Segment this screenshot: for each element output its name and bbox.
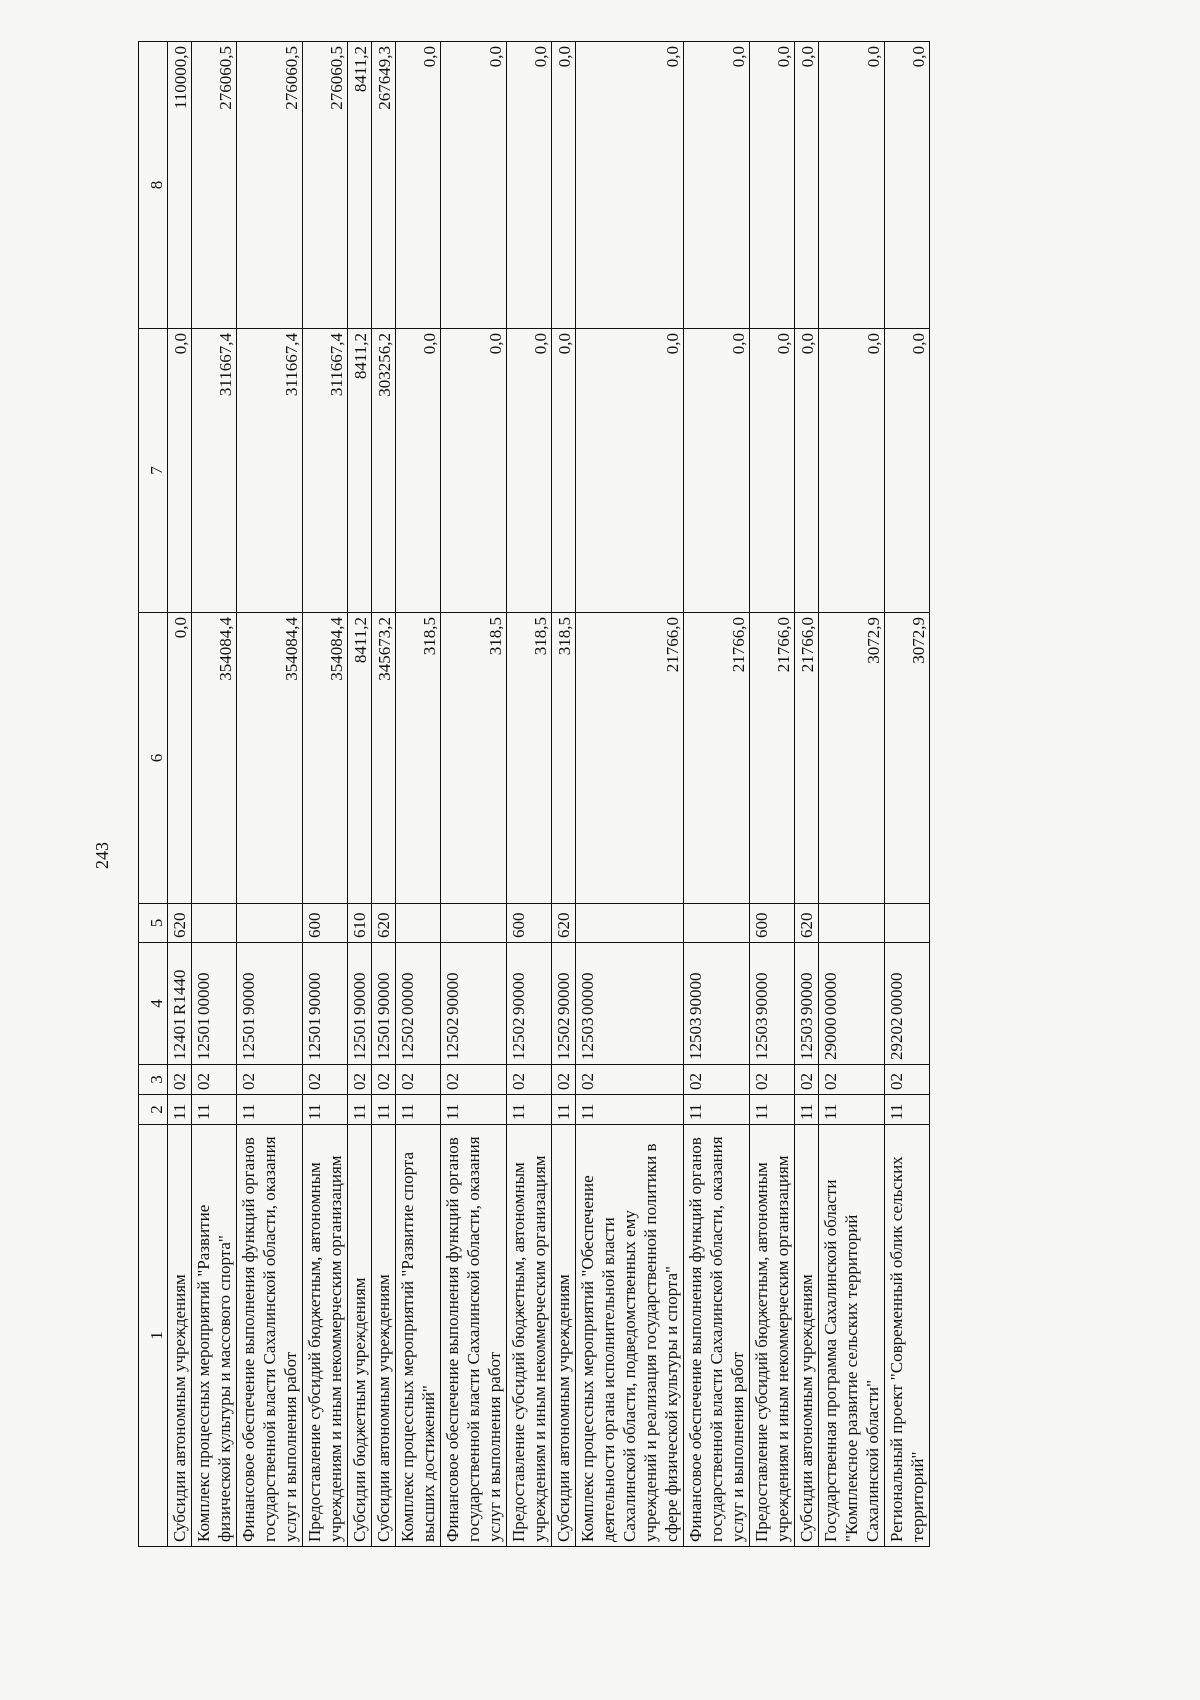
table-row — [684, 42, 750, 1547]
amount-2024-cell: 354084,4 — [303, 613, 348, 904]
subsection-code-cell: 02 — [192, 1065, 237, 1095]
target-article-cell — [552, 943, 576, 1065]
amount-2024-cell: 318,5 — [507, 613, 552, 904]
column-header: 8 — [139, 42, 168, 329]
target-article-direction-code: 90000 — [350, 972, 369, 1015]
expense-type-cell — [885, 904, 930, 943]
expense-type-cell: 620 — [168, 904, 192, 943]
amount-2025-cell: 0,0 — [795, 329, 819, 613]
row-name-cell: Предоставление субсидий бюджетным, автономным учреждениям и иным некоммерческим организациям — [303, 1125, 348, 1547]
amount-2025-cell: 311667,4 — [303, 329, 348, 613]
amount-2025-cell: 0,0 — [684, 329, 750, 613]
table-body — [168, 42, 930, 1547]
amount-2025-cell: 0,0 — [750, 329, 795, 613]
row-name-cell: Субсидии автономным учреждениям — [795, 1125, 819, 1547]
section-code-cell: 11 — [795, 1095, 819, 1125]
amount-2024-cell: 21766,0 — [795, 613, 819, 904]
target-article-cell — [192, 943, 237, 1065]
table-row — [885, 42, 930, 1547]
amount-2024-cell: 21766,0 — [684, 613, 750, 904]
target-article-cell — [507, 943, 552, 1065]
amount-2026-cell: 0,0 — [396, 42, 441, 329]
column-header: 2 — [139, 1095, 168, 1125]
amount-2024-cell: 318,5 — [441, 613, 507, 904]
amount-2026-cell: 0,0 — [819, 42, 885, 329]
row-name-cell: Комплекс процессных мероприятий "Развитие физической культуры и массового спорта" — [192, 1125, 237, 1547]
row-name-cell: Финансовое обеспечение выполнения функций органов государственной власти Сахалинской области, оказания услуг и выполнения работ — [237, 1125, 303, 1547]
target-article-direction-code: 90000 — [443, 972, 462, 1015]
row-name-cell: Субсидии автономным учреждениям — [372, 1125, 396, 1547]
amount-2024-cell: 8411,2 — [348, 613, 372, 904]
amount-2025-cell: 0,0 — [441, 329, 507, 613]
subsection-code-cell: 02 — [885, 1065, 930, 1095]
target-article-cell — [168, 943, 192, 1065]
expense-type-cell: 600 — [750, 904, 795, 943]
target-article-direction-code: 00000 — [398, 972, 417, 1015]
target-article-program-code: 12502 — [443, 1017, 462, 1060]
section-code-cell: 11 — [168, 1095, 192, 1125]
expense-type-cell — [192, 904, 237, 943]
column-header: 7 — [139, 329, 168, 613]
amount-2025-cell: 0,0 — [168, 329, 192, 613]
expense-type-cell — [237, 904, 303, 943]
expense-type-cell — [441, 904, 507, 943]
subsection-code-cell: 02 — [552, 1065, 576, 1095]
expense-type-cell: 620 — [372, 904, 396, 943]
target-article-direction-code: 00000 — [821, 972, 840, 1015]
expense-type-cell: 620 — [552, 904, 576, 943]
target-article-program-code: 12503 — [578, 1017, 597, 1060]
section-code-cell: 11 — [237, 1095, 303, 1125]
row-name-cell: Предоставление субсидий бюджетным, автономным учреждениям и иным некоммерческим организациям — [750, 1125, 795, 1547]
table-row — [303, 42, 348, 1547]
amount-2025-cell: 311667,4 — [192, 329, 237, 613]
target-article-cell — [684, 943, 750, 1065]
expense-type-cell — [396, 904, 441, 943]
amount-2024-cell: 318,5 — [552, 613, 576, 904]
target-article-direction-code: 90000 — [752, 972, 771, 1015]
amount-2024-cell: 21766,0 — [576, 613, 684, 904]
table-row — [795, 42, 819, 1547]
amount-2026-cell: 276060,5 — [192, 42, 237, 329]
row-name-cell: Предоставление субсидий бюджетным, автономным учреждениям и иным некоммерческим организациям — [507, 1125, 552, 1547]
amount-2024-cell: 21766,0 — [750, 613, 795, 904]
amount-2024-cell: 345673,2 — [372, 613, 396, 904]
section-code-cell: 11 — [441, 1095, 507, 1125]
amount-2026-cell: 0,0 — [795, 42, 819, 329]
section-code-cell: 11 — [192, 1095, 237, 1125]
target-article-program-code: 12501 — [239, 1017, 258, 1060]
target-article-direction-code: 90000 — [797, 972, 816, 1015]
target-article-program-code: 12503 — [686, 1017, 705, 1060]
subsection-code-cell: 02 — [507, 1065, 552, 1095]
target-article-direction-code: 90000 — [509, 972, 528, 1015]
column-header: 3 — [139, 1065, 168, 1095]
row-name-cell: Субсидии автономным учреждениям — [552, 1125, 576, 1547]
target-article-cell — [372, 943, 396, 1065]
section-code-cell: 11 — [750, 1095, 795, 1125]
section-code-cell: 11 — [819, 1095, 885, 1125]
table-row — [507, 42, 552, 1547]
subsection-code-cell: 02 — [795, 1065, 819, 1095]
row-name-cell: Финансовое обеспечение выполнения функций органов государственной власти Сахалинской области, оказания услуг и выполнения работ — [684, 1125, 750, 1547]
subsection-code-cell: 02 — [750, 1065, 795, 1095]
budget-table — [138, 41, 930, 1547]
page-number — [88, 835, 116, 875]
subsection-code-cell: 02 — [396, 1065, 441, 1095]
amount-2026-cell: 267649,3 — [372, 42, 396, 329]
target-article-cell — [237, 943, 303, 1065]
row-name-cell: Комплекс процессных мероприятий "Обеспечение деятельности органа исполнительной власти Сахалинской области, подведомственных ему учреждений и реализация государственной политики в сфере физической культуры и спорта" — [576, 1125, 684, 1547]
amount-2025-cell: 0,0 — [552, 329, 576, 613]
section-code-cell: 11 — [372, 1095, 396, 1125]
expense-type-cell: 600 — [507, 904, 552, 943]
target-article-program-code: 12503 — [797, 1017, 816, 1060]
amount-2026-cell: 0,0 — [507, 42, 552, 329]
row-name-cell: Субсидии автономным учреждениям — [168, 1125, 192, 1547]
amount-2025-cell: 311667,4 — [237, 329, 303, 613]
target-article-cell — [576, 943, 684, 1065]
amount-2025-cell: 303256,2 — [372, 329, 396, 613]
target-article-cell — [348, 943, 372, 1065]
target-article-direction-code: 00000 — [194, 972, 213, 1015]
amount-2024-cell: 3072,9 — [819, 613, 885, 904]
target-article-program-code: 29000 — [821, 1017, 840, 1060]
subsection-code-cell: 02 — [819, 1065, 885, 1095]
column-header: 5 — [139, 904, 168, 943]
amount-2024-cell: 3072,9 — [885, 613, 930, 904]
page-number-text: 243 — [91, 841, 112, 869]
expense-type-cell: 600 — [303, 904, 348, 943]
column-header: 6 — [139, 613, 168, 904]
row-name-cell: Субсидии бюджетным учреждениям — [348, 1125, 372, 1547]
section-code-cell: 11 — [507, 1095, 552, 1125]
amount-2025-cell: 8411,2 — [348, 329, 372, 613]
target-article-cell — [441, 943, 507, 1065]
table-row — [819, 42, 885, 1547]
target-article-program-code: 12501 — [350, 1017, 369, 1060]
amount-2026-cell: 0,0 — [441, 42, 507, 329]
section-code-cell: 11 — [552, 1095, 576, 1125]
target-article-program-code: 12503 — [752, 1017, 771, 1060]
target-article-program-code: 12502 — [398, 1017, 417, 1060]
target-article-program-code: 12401 — [170, 1017, 189, 1060]
target-article-direction-code: 90000 — [239, 972, 258, 1015]
target-article-cell — [819, 943, 885, 1065]
row-name-cell: Государственная программа Сахалинской области "Комплексное развитие сельских территорий Сахалинской области" — [819, 1125, 885, 1547]
amount-2026-cell: 110000,0 — [168, 42, 192, 329]
section-code-cell: 11 — [348, 1095, 372, 1125]
rotated-table-wrapper — [138, 42, 1200, 1547]
target-article-cell — [396, 943, 441, 1065]
table-row — [750, 42, 795, 1547]
target-article-program-code: 12501 — [374, 1017, 393, 1060]
amount-2025-cell: 0,0 — [396, 329, 441, 613]
target-article-direction-code: 90000 — [554, 972, 573, 1015]
column-header: 1 — [139, 1125, 168, 1547]
amount-2024-cell: 354084,4 — [192, 613, 237, 904]
target-article-program-code: 12502 — [509, 1017, 528, 1060]
amount-2026-cell: 0,0 — [885, 42, 930, 329]
target-article-direction-code: 00000 — [887, 972, 906, 1015]
target-article-direction-code: 00000 — [578, 972, 597, 1015]
amount-2025-cell: 0,0 — [819, 329, 885, 613]
target-article-cell — [303, 943, 348, 1065]
target-article-cell — [885, 943, 930, 1065]
section-code-cell: 11 — [303, 1095, 348, 1125]
amount-2024-cell: 354084,4 — [237, 613, 303, 904]
target-article-direction-code: 90000 — [305, 972, 324, 1015]
column-header: 4 — [139, 943, 168, 1065]
amount-2026-cell: 8411,2 — [348, 42, 372, 329]
expense-type-cell — [576, 904, 684, 943]
amount-2026-cell: 276060,5 — [303, 42, 348, 329]
expense-type-cell — [684, 904, 750, 943]
table-row — [372, 42, 396, 1547]
subsection-code-cell: 02 — [303, 1065, 348, 1095]
table-row — [168, 42, 192, 1547]
amount-2024-cell: 0,0 — [168, 613, 192, 904]
target-article-direction-code: 90000 — [686, 972, 705, 1015]
subsection-code-cell: 02 — [684, 1065, 750, 1095]
table-row — [237, 42, 303, 1547]
table-row — [576, 42, 684, 1547]
amount-2025-cell: 0,0 — [885, 329, 930, 613]
row-name-cell: Комплекс процессных мероприятий "Развитие спорта высших достижений" — [396, 1125, 441, 1547]
table-row — [348, 42, 372, 1547]
table-row — [192, 42, 237, 1547]
subsection-code-cell: 02 — [576, 1065, 684, 1095]
target-article-cell — [750, 943, 795, 1065]
expense-type-cell: 620 — [795, 904, 819, 943]
amount-2024-cell: 318,5 — [396, 613, 441, 904]
expense-type-cell: 610 — [348, 904, 372, 943]
target-article-cell — [795, 943, 819, 1065]
amount-2026-cell: 0,0 — [684, 42, 750, 329]
row-name-cell: Финансовое обеспечение выполнения функций органов государственной власти Сахалинской области, оказания услуг и выполнения работ — [441, 1125, 507, 1547]
target-article-program-code: 29202 — [887, 1017, 906, 1060]
amount-2026-cell: 0,0 — [576, 42, 684, 329]
target-article-direction-code: R1440 — [170, 969, 189, 1015]
subsection-code-cell: 02 — [441, 1065, 507, 1095]
subsection-code-cell: 02 — [237, 1065, 303, 1095]
table-row — [441, 42, 507, 1547]
amount-2025-cell: 0,0 — [507, 329, 552, 613]
expense-type-cell — [819, 904, 885, 943]
subsection-code-cell: 02 — [348, 1065, 372, 1095]
section-code-cell: 11 — [684, 1095, 750, 1125]
header-row — [139, 42, 168, 1547]
row-name-cell: Региональный проект "Современный облик сельских территорий" — [885, 1125, 930, 1547]
table-row — [552, 42, 576, 1547]
amount-2025-cell: 0,0 — [576, 329, 684, 613]
amount-2026-cell: 276060,5 — [237, 42, 303, 329]
table-row — [396, 42, 441, 1547]
target-article-program-code: 12501 — [194, 1017, 213, 1060]
target-article-program-code: 12502 — [554, 1017, 573, 1060]
amount-2026-cell: 0,0 — [750, 42, 795, 329]
subsection-code-cell: 02 — [372, 1065, 396, 1095]
target-article-program-code: 12501 — [305, 1017, 324, 1060]
subsection-code-cell: 02 — [168, 1065, 192, 1095]
amount-2026-cell: 0,0 — [552, 42, 576, 329]
section-code-cell: 11 — [885, 1095, 930, 1125]
target-article-direction-code: 90000 — [374, 972, 393, 1015]
section-code-cell: 11 — [396, 1095, 441, 1125]
section-code-cell: 11 — [576, 1095, 684, 1125]
